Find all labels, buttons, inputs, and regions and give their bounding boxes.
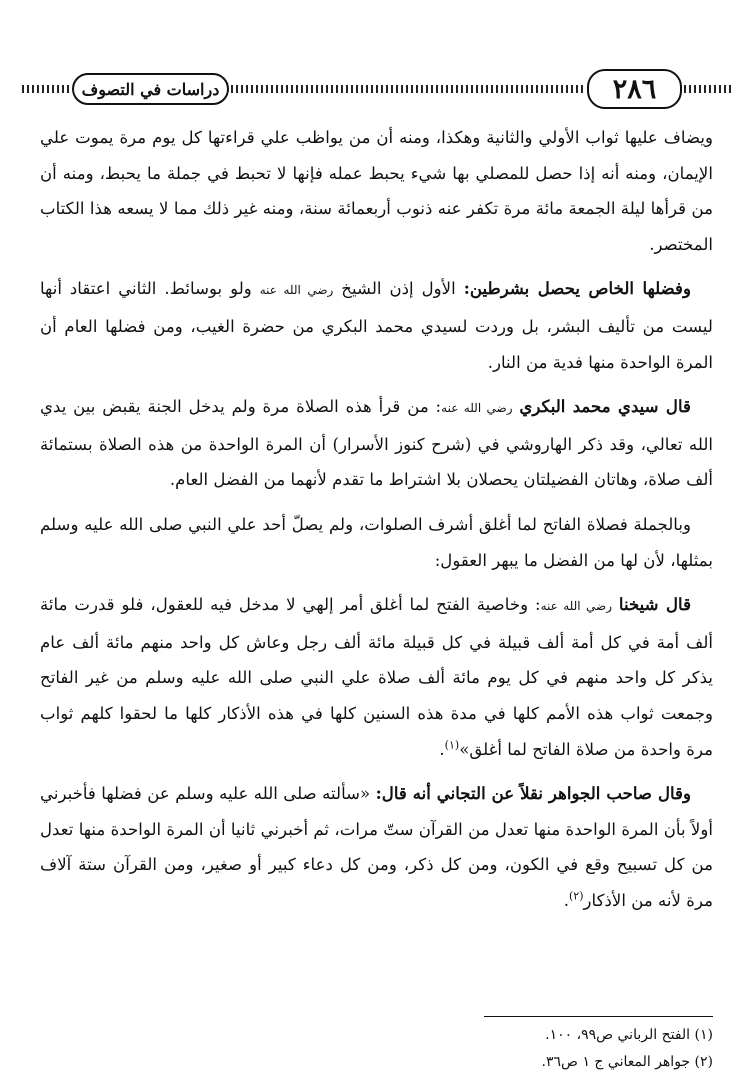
paragraph-2-lead: وفضلها الخاص يحصل بشرطين: <box>463 278 691 299</box>
footnote-divider <box>484 1016 713 1017</box>
footnote-2: (٢) جواهر المعاني ج ١ ص٣٦. <box>541 1054 713 1070</box>
paragraph-4-text: وبالجملة فصلاة الفاتح لما أغلق أشرف الصلوات، ولم يصلّ أحد علي النبي صلى الله عليه وسلم بمثلها، لأن لها من الفضل ما يبهر العقول: <box>40 514 713 570</box>
paragraph-2-text-b: ولو بوسائط. الثاني اعتقاد أنها ليست من تأليف البشر، بل وردت لسيدي محمد البكري من حضرة الغيب، ومن فضلها العام أن المرة الواحدة منها فدية من النار. <box>40 279 713 372</box>
paragraph-3-lead: قال سيدي محمد البكري <box>519 396 691 417</box>
paragraph-6 <box>40 776 713 918</box>
header-ornament-middle <box>231 85 585 93</box>
paragraph-2-text-a: الأول إذن الشيخ <box>333 279 464 299</box>
honorific-glyph: رضي الله عنه <box>259 283 334 298</box>
footnote-ref-2[interactable]: (٢) <box>568 889 584 903</box>
paragraph-4 <box>40 507 713 578</box>
footnotes <box>300 1022 713 1076</box>
footnote-ref-1[interactable]: (١) <box>444 737 460 751</box>
paragraph-5: قال شيخنا رضي الله عنه: وخاصية الفتح لما أغلق أمر إلهي لا مدخل فيه للعقول، فلو قدرت مائة ألف أمة في كل أمة ألف قبيلة في كل قبيلة مائة ألف رجل وعاش كل واحد منهم مائة ألف عام يذكر كل واحد منهم في كل يوم مائة ألف صلاة علي النبي صلى الله عليه وسلم من غير الفاتح وجمعت ثواب هذه الأمم كلها في مدة هذه السنين كلها في هذه الأذكار كلها ما لحقوا كلهم ثواب مرة واحدة من صلاة الفاتح لما أغلق»$^{(١)}$. <box>40 594 713 759</box>
body-text <box>40 120 713 927</box>
honorific-glyph: رضي الله عنه <box>441 401 513 416</box>
paragraph-2 <box>40 271 713 380</box>
paragraph-6-end: . <box>563 890 569 910</box>
footnote-1: (١) الفتح الرباني ص٩٩، ١٠٠. <box>545 1027 713 1043</box>
paragraph-1 <box>40 120 713 262</box>
paragraph-5-lead: قال شيخنا <box>618 594 691 615</box>
paragraph-3-text: : من قرأ هذه الصلاة مرة ولم يدخل الجنة يقبض بين يدي الله تعالي، وقد ذكر الهاروشي في (شرح كنوز الأسرار) أن المرة الواحدة من هذه الصلاة بستمائة ألف صلاة، وهاتان الفضيلتان يحصلان بلا اشتراط ما تقدم لأنهما من الفضل العام. <box>40 397 713 490</box>
paragraph-3 <box>40 389 713 498</box>
honorific-glyph: رضي الله عنه <box>540 599 613 614</box>
header-ornament-left <box>22 85 70 93</box>
paragraph-5-text: : وخاصية الفتح لما أغلق أمر إلهي لا مدخل فيه للعقول، فلو قدرت مائة ألف أمة في كل أمة ألف قبيلة في كل قبيلة مائة ألف رجل وعاش كل واحد منهم مائة ألف عام يذكر كل واحد منهم في كل يوم مائة ألف صلاة علي النبي صلى الله عليه وسلم من غير الفاتح وجمعت ثواب هذه الأمم كلها في مدة هذه السنين كلها في هذه الأذكار كلها ما لحقوا كلهم ثواب مرة واحدة من صلاة الفاتح لما أغلق» <box>40 595 713 759</box>
paragraph-6-text: «سألته صلى الله عليه وسلم عن فضلها فأخبرني أولاً بأن المرة الواحدة منها تعدل من القرآن ستّ مرات، ثم أخبرني ثانيا أن المرة الواحدة منها تعدل من كل تسبيح وقع في الكون، ومن كل ذكر، ومن كل دعاء كبير أو صغير، ومن القرآن ستة آلاف مرة لأنه من الأذكار <box>40 784 713 910</box>
paragraph-6-lead: وقال صاحب الجواهر نقلاً عن التجاني أنه قال: <box>375 783 692 804</box>
header-ornament-right <box>684 85 734 93</box>
running-title: دراسات في التصوف <box>72 73 229 105</box>
paragraph-1-text: ويضاف عليها ثواب الأولي والثانية وهكذا، ومنه أن من يواظب علي قراءتها كل يوم مرة يموت علي الإيمان، ومنه أنه إذا حصل للمصلي بها شيء يحبط عمله فإنها لا تحبط في جملة ما يحبط، ومنه أن من قرأها ليلة الجمعة مائة مرة تكفر عنه ذنوب أربعمائة سنة، ومنه غير ذلك مما لا يسعه هذا الكتاب المختصر. <box>40 128 714 254</box>
page-number: ٢٨٦ <box>587 69 682 109</box>
page-header <box>22 68 734 112</box>
